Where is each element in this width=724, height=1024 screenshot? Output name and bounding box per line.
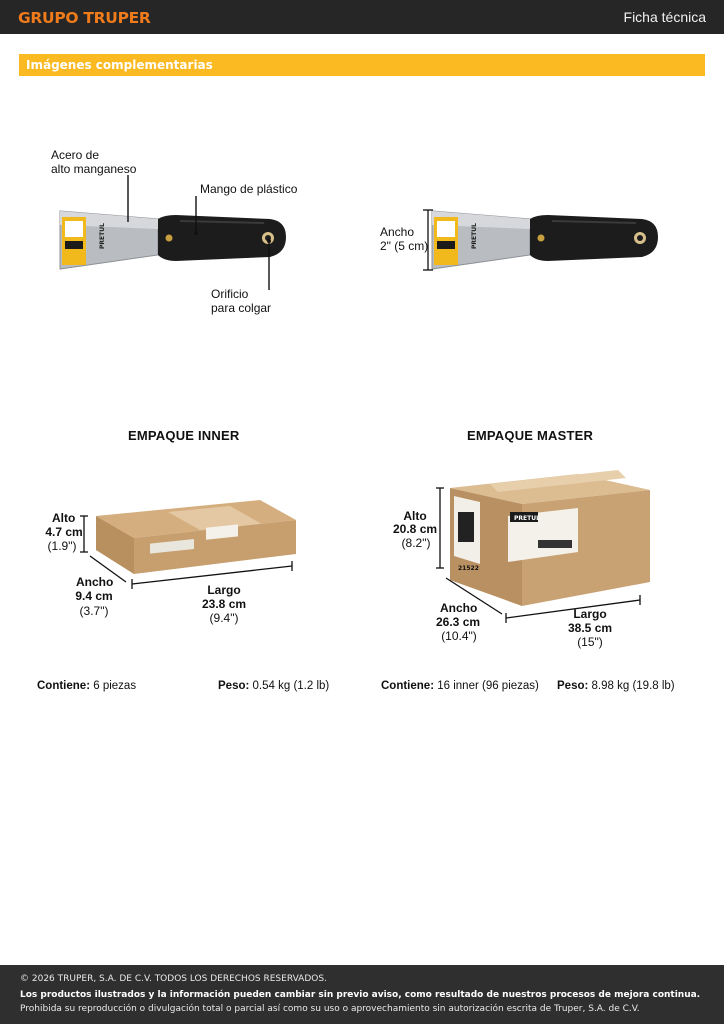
label-hole-line1: Orificio: [211, 287, 249, 301]
master-largo-label: Largo: [573, 607, 607, 621]
inner-pack-title: EMPAQUE INNER: [128, 428, 240, 443]
label-width-value: 2" (5 cm): [380, 239, 429, 253]
master-pack-title: EMPAQUE MASTER: [467, 428, 594, 443]
svg-text:PRETUL: PRETUL: [99, 223, 106, 249]
master-contents: Contiene: 16 inner (96 piezas): [381, 680, 539, 692]
footer-legal: Prohibida su reproducción o divulgación total o parcial así como su uso o aprovechamiento sin autorización escrita de Truper, S.A. de C.V.: [20, 1004, 640, 1014]
brand-logo: GRUPO TRUPER: [18, 9, 151, 27]
document-type: Ficha técnica: [623, 9, 706, 25]
master-ancho-label: Ancho: [440, 601, 478, 615]
master-alto-label: Alto: [403, 509, 427, 523]
svg-text:PRETUL: PRETUL: [514, 515, 540, 522]
inner-alto-in: (1.9"): [47, 539, 77, 553]
inner-alto-cm: 4.7 cm: [45, 525, 83, 539]
label-steel-line1: Acero de: [51, 148, 100, 162]
master-weight: Peso: 8.98 kg (19.8 lb): [557, 680, 675, 692]
footer: [0, 965, 724, 1024]
inner-largo-in: (9.4"): [209, 611, 239, 625]
label-steel-line2: alto manganeso: [51, 162, 137, 176]
footer-copyright: © 2026 TRUPER, S.A. DE C.V. TODOS LOS DERECHOS RESERVADOS.: [20, 974, 327, 984]
inner-alto-label: Alto: [52, 511, 76, 525]
scraper-diagram-right: [430, 205, 670, 285]
master-largo-cm: 38.5 cm: [568, 621, 613, 635]
inner-ancho-cm: 9.4 cm: [75, 589, 113, 603]
inner-largo-cm: 23.8 cm: [202, 597, 247, 611]
master-alto-cm: 20.8 cm: [393, 522, 438, 536]
inner-ancho-label: Ancho: [76, 575, 114, 589]
inner-weight: Peso: 0.54 kg (1.2 lb): [218, 680, 330, 692]
inner-ancho-in: (3.7"): [79, 604, 109, 618]
master-ancho-in: (10.4"): [441, 629, 477, 643]
svg-text:21522: 21522: [458, 565, 479, 572]
label-width: Ancho: [380, 225, 415, 239]
label-handle: Mango de plástico: [200, 182, 298, 196]
label-hole-line2: para colgar: [211, 301, 272, 315]
svg-text:PRETUL: PRETUL: [471, 223, 478, 249]
inner-largo-label: Largo: [207, 583, 241, 597]
inner-contents: Contiene: 6 piezas: [37, 680, 137, 692]
master-alto-in: (8.2"): [401, 536, 431, 550]
section-title: Imágenes complementarias: [26, 58, 213, 72]
master-largo-in: (15"): [577, 635, 603, 649]
master-ancho-cm: 26.3 cm: [436, 615, 481, 629]
footer-disclaimer: Los productos ilustrados y la información pueden cambiar sin previo aviso, como resultado de nuestros procesos de mejora continua.: [20, 990, 701, 1000]
master-box-diagram: [430, 470, 670, 620]
